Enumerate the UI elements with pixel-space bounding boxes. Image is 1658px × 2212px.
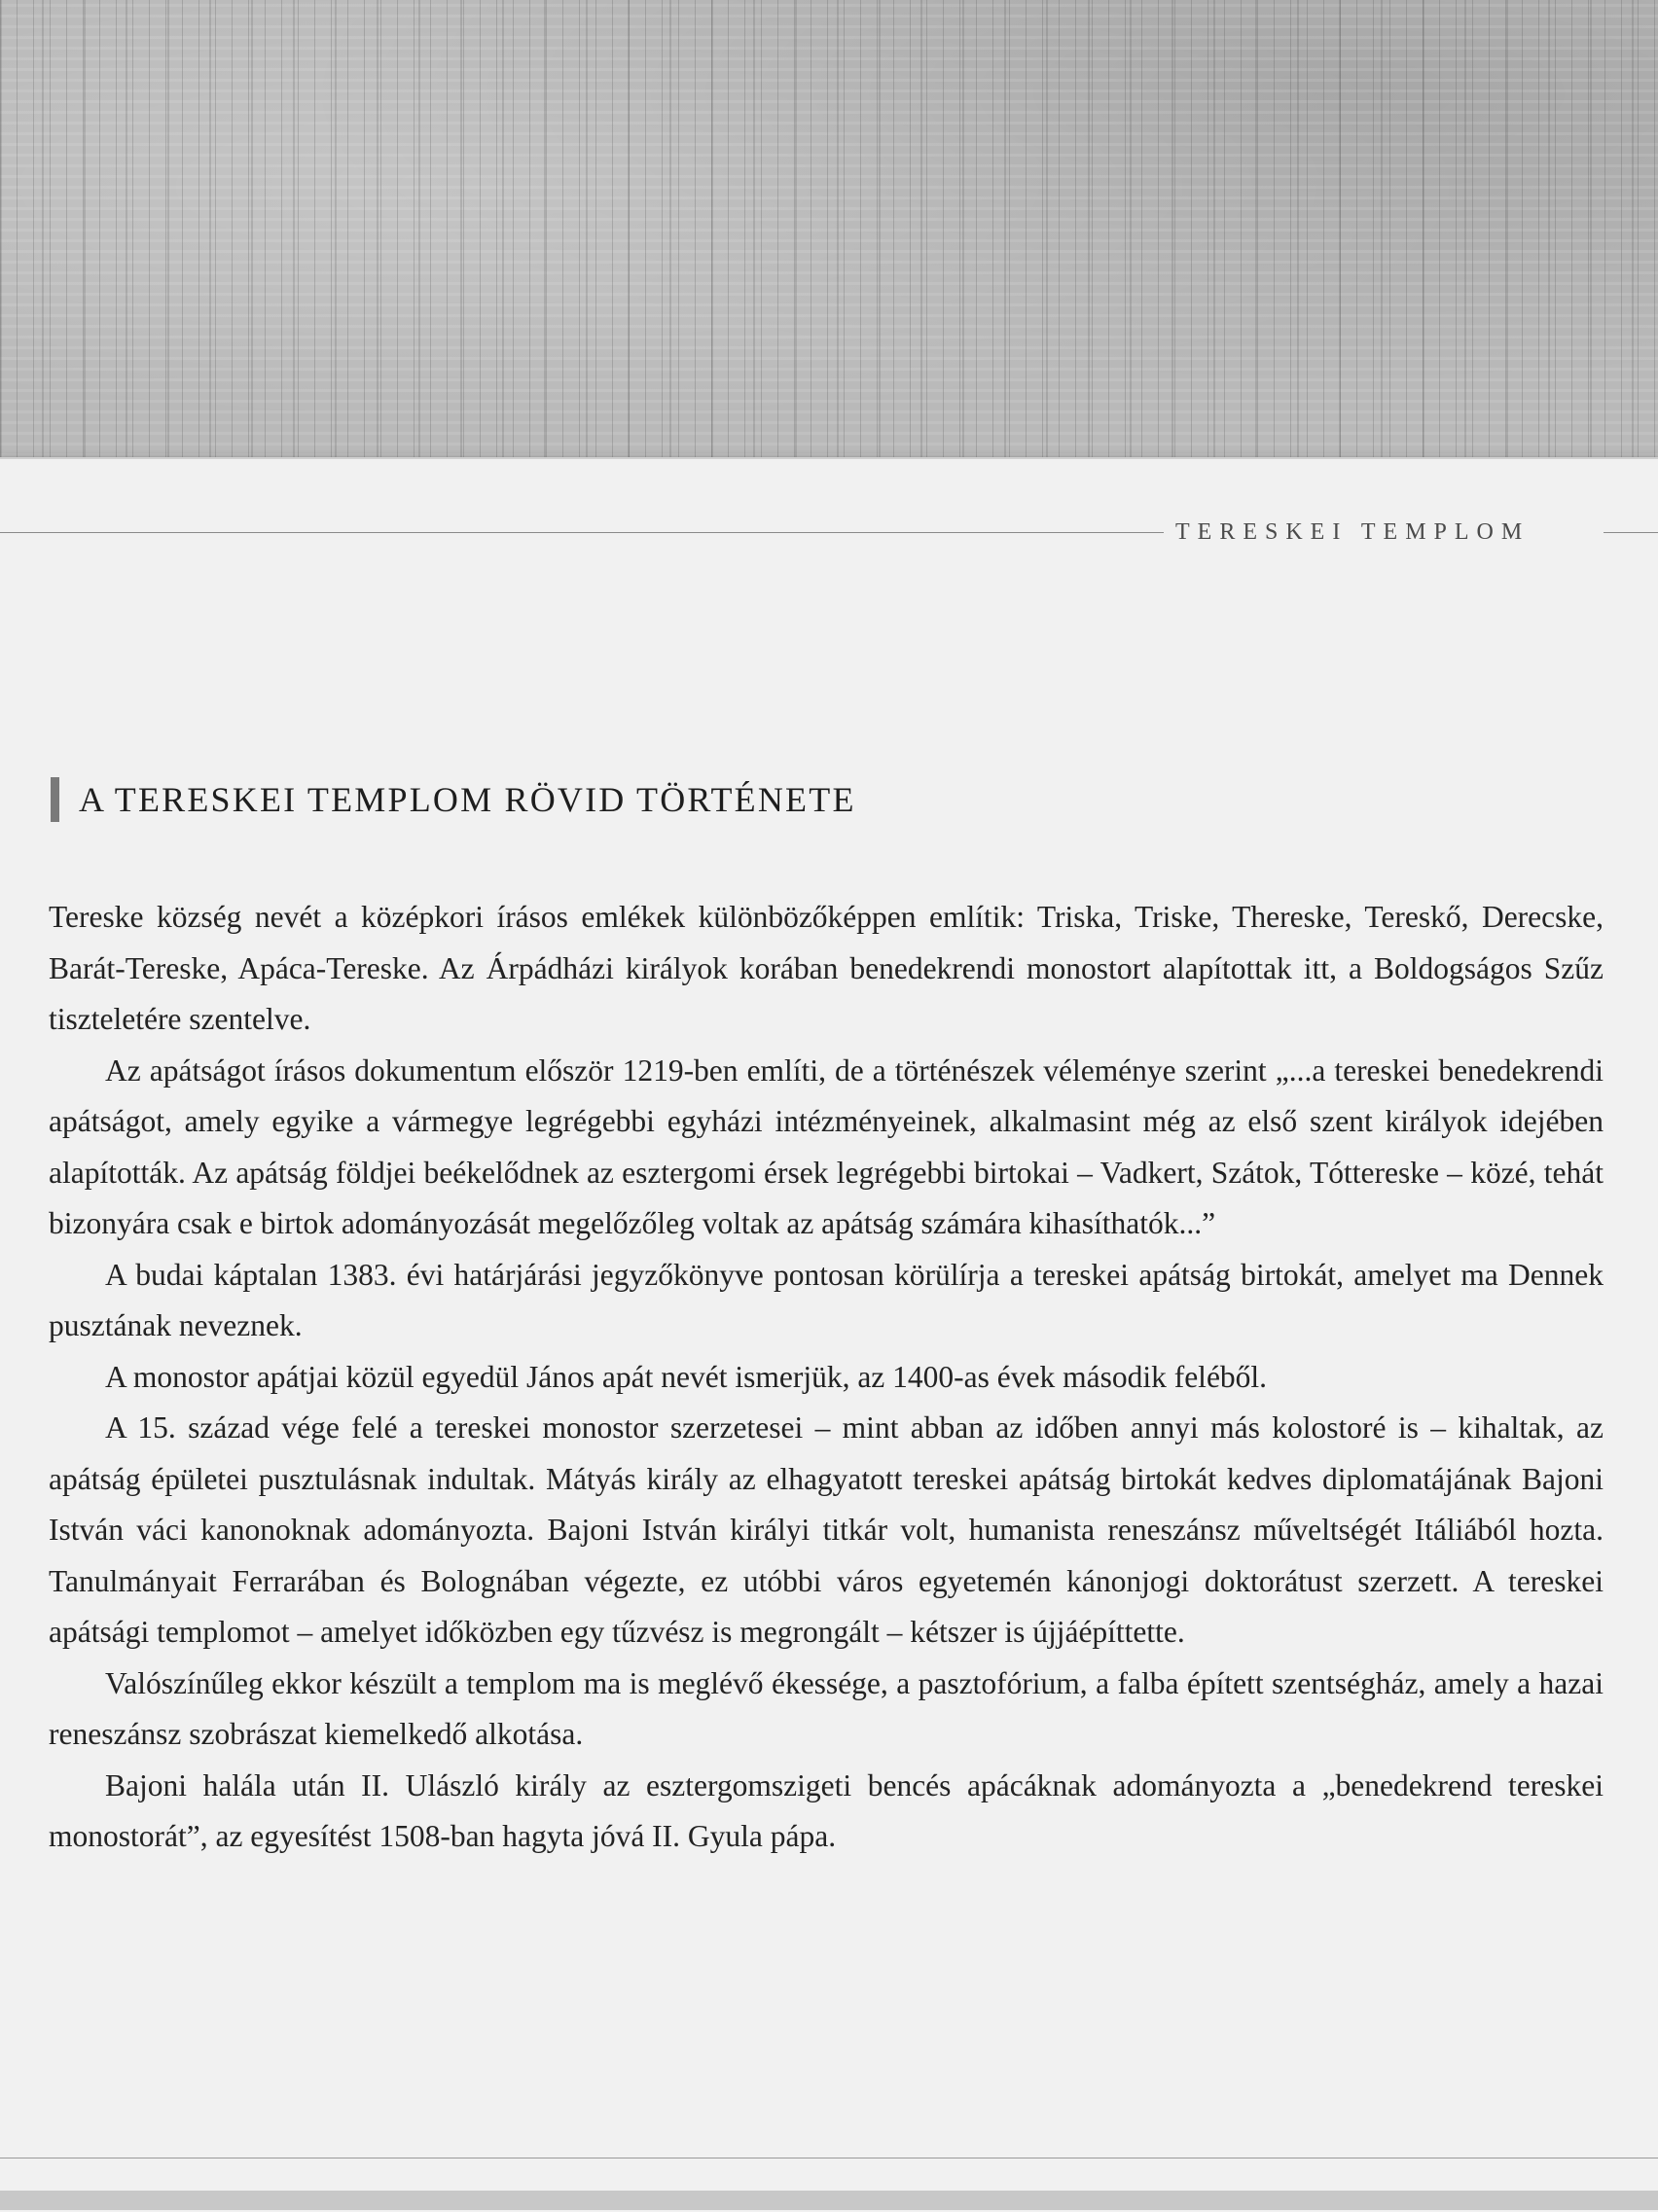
- paragraph-5: A 15. század vége felé a tereskei monostor szerzetesei – mint abban az időben annyi más kolostoré is – kihaltak, az apátság épületei pusztulásnak indultak. Mátyás király az elhagyatott tereskei apátság birtokát kedves diplomatájának Bajoni István váci kanonoknak adományozta. Bajoni István királyi titkár volt, humanista reneszánsz műveltségét Itáliából hozta. Tanulmányait Ferrarában és Bolognában végezte, ez utóbbi város egyetemén kánonjogi doktorátust szerzett. A tereskei apátsági templomot – amelyet időközben egy tűzvész is megrongált – kétszer is újjáépíttette.: [49, 1410, 1604, 1649]
- heading-marker-bar: [51, 777, 59, 822]
- book-page: [0, 457, 1658, 2212]
- paragraph-4: A monostor apátjai közül egyedül János apát nevét ismerjük, az 1400-as évek második feléből.: [105, 1359, 1268, 1394]
- paragraph-6: Valószínűleg ekkor készült a templom ma is meglévő ékessége, a pasztofórium, a falba épített szentségház, amely a hazai reneszánsz szobrászat kiemelkedő alkotása.: [49, 1665, 1604, 1751]
- textured-background: [0, 0, 1658, 467]
- paragraph-7: Bajoni halála után II. Ulászló király az esztergomszigeti bencés apácáknak adományozta a „benedekrend tereskei monostorát”, az egyesítést 1508-ban hagyta jóvá II. Gyula pápa.: [49, 1767, 1604, 1853]
- paragraph-1: Tereske község nevét a középkori írásos emlékek különbözőképpen említik: Triska, Triske, Thereske, Tereskő, Derecske, Barát-Tereske, Apáca-Tereske. Az Árpádházi királyok korában benedekrendi monostort alapítottak itt, a Boldogságos Szűz tiszteletére szentelve.: [49, 900, 1604, 1036]
- chapter-heading: [51, 775, 856, 824]
- running-head: [0, 517, 1658, 547]
- running-head-text: TERESKEI TEMPLOM: [1175, 519, 1531, 545]
- chapter-title: A TERESKEI TEMPLOM RÖVID TÖRTÉNETE: [79, 780, 856, 819]
- paragraph-3: A budai káptalan 1383. évi határjárási jegyzőkönyve pontosan körülírja a tereskei apátság birtokát, amelyet ma Dennek pusztának neveznek.: [49, 1257, 1604, 1342]
- body-text: [49, 892, 1604, 1863]
- page-edge-strip: [0, 2191, 1658, 2210]
- paragraph-2: Az apátságot írásos dokumentum először 1219-ben említi, de a történészek véleménye szerint „...a tereskei benedekrendi apátságot, amely egyike a vármegye legrégebbi egyházi intézményeinek, alkalmasint még az első szent királyok idejében alapították. Az apátság földjei beékelődnek az esztergomi érsek legrégebbi birtokai – Vadkert, Szátok, Tóttereske – közé, tehát bizonyára csak e birtok adományozását megelőzőleg voltak az apátság számára kihasíthatók...”: [49, 1052, 1604, 1240]
- running-head-rule-right: [1604, 532, 1658, 533]
- running-head-rule-left: [0, 532, 1164, 533]
